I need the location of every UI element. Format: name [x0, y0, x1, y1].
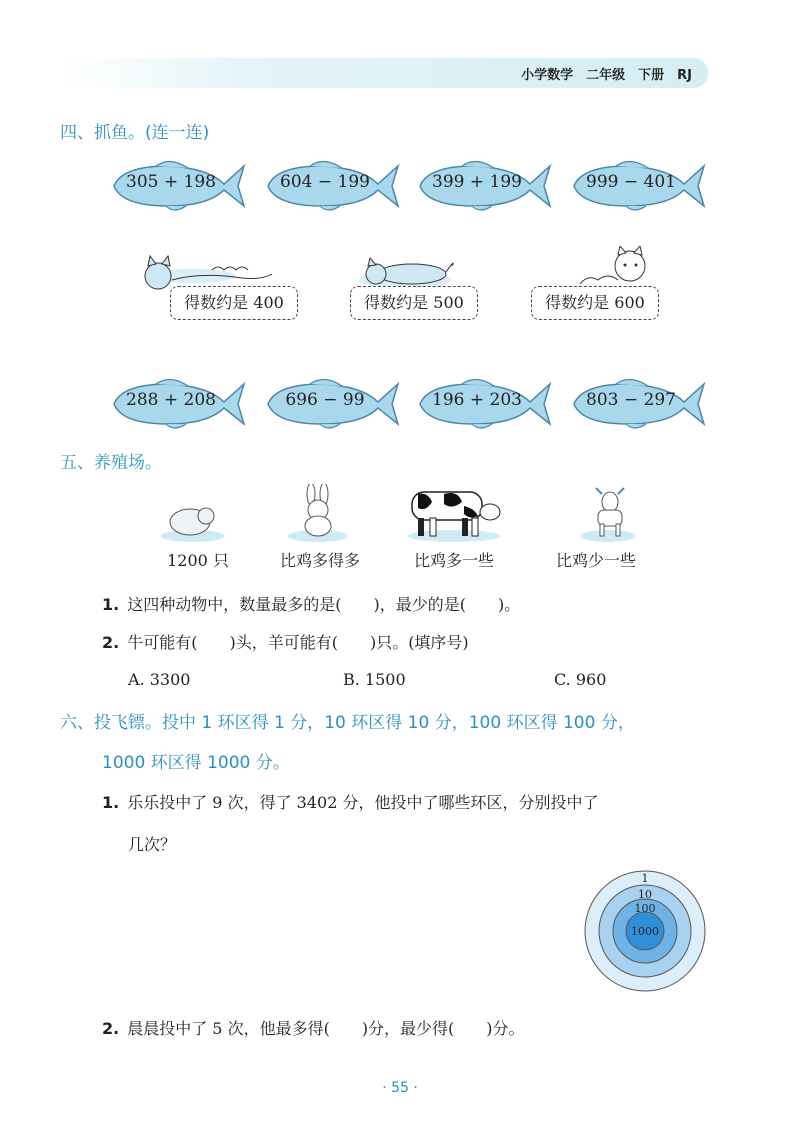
- section5-question-2: [102, 630, 469, 653]
- top-fish-3[interactable]: [414, 156, 554, 216]
- header-title: 小学数学 二年级 下册 RJ: [521, 68, 692, 83]
- section6-question-1-cont: 几次？: [128, 835, 177, 854]
- chicken-illustration: [158, 500, 228, 544]
- fish-expression: 288 + 208: [126, 390, 216, 410]
- option-c: C. 960: [554, 670, 607, 689]
- bottom-fish-4[interactable]: [568, 374, 708, 434]
- fish-expression: 305 + 198: [126, 172, 216, 192]
- option-a: A. 3300: [128, 670, 191, 689]
- top-fish-1[interactable]: [108, 156, 248, 216]
- ring-label-1000: 1000: [631, 925, 659, 938]
- estimate-box-600[interactable]: 得数约是 600: [531, 286, 659, 320]
- bottom-fish-2[interactable]: [262, 374, 402, 434]
- top-fish-2[interactable]: [262, 156, 402, 216]
- bottom-fish-3[interactable]: [414, 374, 554, 434]
- ring-label-1: 1: [641, 872, 649, 885]
- rabbit-label: 比鸡多得多: [279, 551, 360, 570]
- fish-expression: 196 + 203: [432, 390, 522, 410]
- section6-question-2: [102, 1016, 525, 1039]
- section4-title: 四、抓鱼。(连一连): [60, 123, 210, 143]
- fish-expression: 604 − 199: [280, 172, 370, 192]
- estimate-box-500[interactable]: 得数约是 500: [350, 286, 478, 320]
- question-number: 2.: [102, 633, 120, 652]
- question-number: 1.: [102, 595, 120, 614]
- fish-expression: 999 − 401: [586, 172, 676, 192]
- cow-label: 比鸡多一些: [413, 551, 494, 570]
- question-number: 1.: [102, 793, 120, 812]
- bottom-fish-1[interactable]: [108, 374, 248, 434]
- goat-label: 比鸡少一些: [555, 551, 636, 570]
- section5-question-1: [102, 592, 520, 615]
- cow-illustration: [404, 482, 504, 544]
- section6-title-line1: 六、投飞镖。投中 1 环区得 1 分，10 环区得 10 分，100 环区得 100 分，: [60, 713, 635, 733]
- question-text: 晨晨投中了 5 次，他最多得( )分，最少得( )分。: [127, 1019, 525, 1038]
- option-b: B. 1500: [343, 670, 406, 689]
- page-number: · 55 ·: [382, 1080, 418, 1096]
- section5-title: 五、养殖场。: [60, 453, 162, 473]
- chicken-label: 1200 只: [167, 551, 229, 570]
- section6-question-1: [102, 790, 598, 813]
- dartboard-target: [582, 868, 708, 994]
- question-number: 2.: [102, 1019, 120, 1038]
- rabbit-illustration: [286, 484, 350, 544]
- question-text: 乐乐投中了 9 次，得了 3402 分，他投中了哪些环区，分别投中了: [127, 793, 599, 812]
- goat-illustration: [578, 486, 638, 544]
- fish-expression: 803 − 297: [586, 390, 676, 410]
- question-text: 牛可能有( )头，羊可能有( )只。(填序号): [127, 633, 469, 652]
- question-text: 这四种动物中，数量最多的是( )，最少的是( )。: [127, 595, 521, 614]
- ring-label-10: 10: [638, 888, 652, 901]
- section6-title-line2: 1000 环区得 1000 分。: [102, 753, 290, 773]
- fish-expression: 399 + 199: [432, 172, 522, 192]
- ring-label-100: 100: [634, 902, 656, 915]
- estimate-box-400[interactable]: 得数约是 400: [170, 286, 298, 320]
- fish-expression: 696 − 99: [285, 390, 365, 410]
- top-fish-4[interactable]: [568, 156, 708, 216]
